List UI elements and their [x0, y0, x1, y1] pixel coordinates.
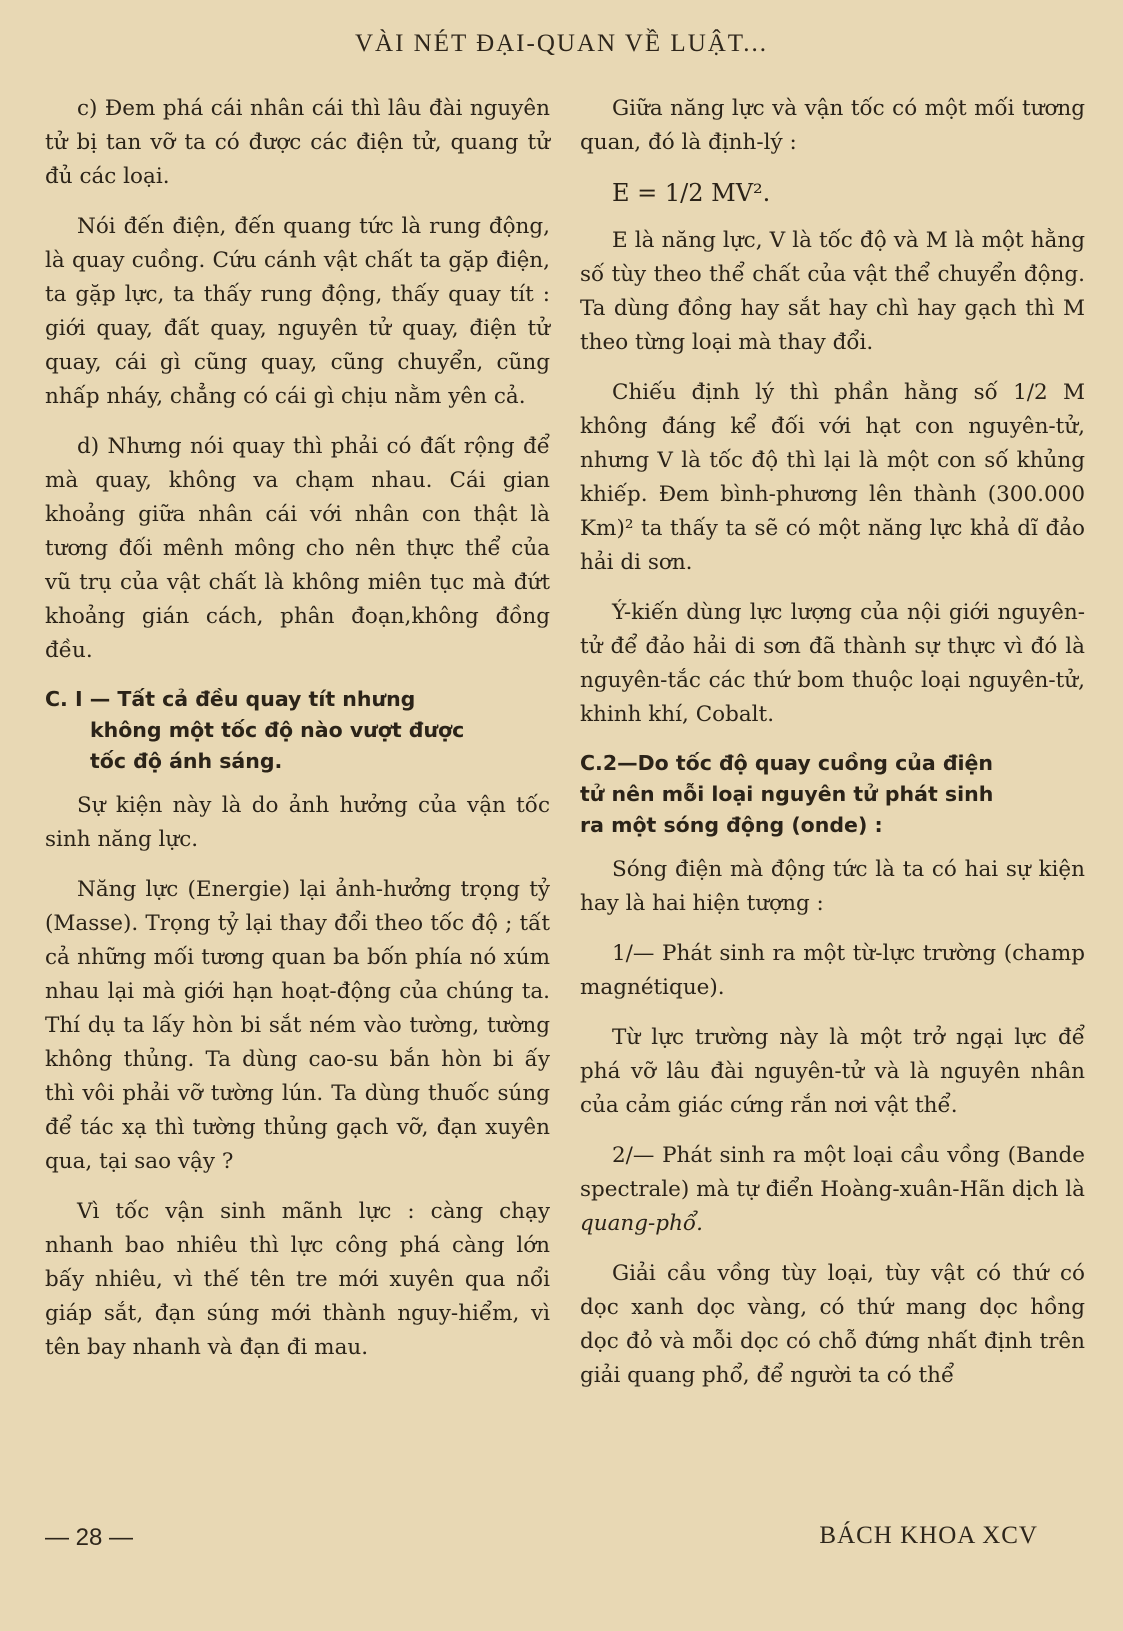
- paragraph-d: d) Nhưng nói quay thì phải có đất rộng để mà quay, không va chạm nhau. Cái gian khoảng giữa nhân cái với nhân con thật là tương đối mênh mông cho nên thực thể của vũ trụ của vật chất là không miên tục mà đứt khoảng gián cách, phân đoạn,không đồng đều.: [45, 434, 550, 663]
- paragraph-song-dien: Sóng điện mà động tức là ta có hai sự kiện hay là hai hiện tượng :: [580, 857, 1085, 916]
- paragraph-item-2-text: 2/— Phát sinh ra một loại cầu vồng (Bande spectrale) mà tự điển Hoàng-xuân-Hãn dịch là: [580, 1143, 1085, 1202]
- publication-footer: BÁCH KHOA XCV: [819, 1522, 1038, 1549]
- section-heading-c1-line1: C. I — Tất cả đều quay tít nhưng: [45, 687, 416, 711]
- right-column: [580, 92, 1085, 1409]
- paragraph-giai-cau-vong: Giải cầu vồng tùy loại, tùy vật có thứ có dọc xanh dọc vàng, có thứ mang dọc hồng dọc đỏ và mỗi dọc có chỗ đứng nhất định trên giải quang phổ, để người ta có thể: [580, 1261, 1085, 1388]
- section-heading-c1-line3: tốc độ ánh sáng.: [90, 749, 283, 773]
- paragraph-tuong-quan: Giữa năng lực và vận tốc có một mối tương quan, đó là định-lý :: [580, 96, 1085, 155]
- quang-pho-term: quang-phổ.: [580, 1211, 703, 1236]
- section-heading-c2-line1: C.2—Do tốc độ quay cuồng của điện: [580, 751, 994, 775]
- paragraph-y-kien: Ý-kiến dùng lực lượng của nội giới nguyên-tử để đảo hải di sơn đã thành sự thực vì đó là nguyên-tắc các thứ bom thuộc loại nguyên-tử, khinh khí, Cobalt.: [580, 600, 1085, 727]
- energy-formula: E = 1/2 MV².: [612, 179, 771, 207]
- section-heading-c2-line3: ra một sóng động (onde) :: [580, 813, 883, 837]
- paragraph-formula-explained: E là năng lực, V là tốc độ và M là một hằng số tùy theo thể chất của vật thể chuyển động. Ta dùng đồng hay sắt hay chì hay gạch thì M theo từng loại mà thay đổi.: [580, 228, 1085, 355]
- section-heading-c1: [45, 684, 550, 777]
- paragraph-item-1: 1/— Phát sinh ra một từ-lực trường (champ magnétique).: [580, 941, 1085, 1000]
- section-heading-c2-line2: tử nên mỗi loại nguyên tử phát sinh: [580, 782, 994, 806]
- paragraph-nang-luc: Năng lực (Energie) lại ảnh-hưởng trọng tỷ (Masse). Trọng tỷ lại thay đổi theo tốc độ ; tất cả những mối tương quan ba bốn phía nó xúm nhau lại mà giới hạn hoạt-động của chúng ta. Thí dụ ta lấy hòn bi sắt ném vào tường, tường không thủng. Ta dùng cao-su bắn hòn bi ấy thì vôi phải vỡ tường lún. Ta dùng thuốc súng để tác xạ thì tường thủng gạch vỡ, đạn xuyên qua, tại sao vậy ?: [45, 877, 550, 1174]
- paragraph-tu-luc: Từ lực trường này là một trở ngại lực để phá vỡ lâu đài nguyên-tử và là nguyên nhân của cảm giác cứng rắn nơi vật thể.: [580, 1025, 1085, 1118]
- running-header: VÀI NÉT ĐẠI-QUAN VỀ LUẬT...: [355, 30, 768, 57]
- paragraph-dinh-ly: Chiếu định lý thì phần hằng số 1/2 M không đáng kể đối với hạt con nguyên-tử, nhưng V là tốc độ thì lại là một con số khủng khiếp. Đem bình-phương lên thành (300.000 Km)² ta thấy ta sẽ có một năng lực khả dĩ đảo hải di sơn.: [580, 380, 1085, 575]
- page-number: — 28 —: [45, 1524, 134, 1551]
- paragraph-su-kien: Sự kiện này là do ảnh hưởng của vận tốc sinh năng lực.: [45, 793, 550, 852]
- left-column: [45, 92, 550, 1381]
- section-heading-c2: [580, 748, 1085, 841]
- section-heading-c1-line2: không một tốc độ nào vượt được: [90, 718, 465, 742]
- paragraph-c: c) Đem phá cái nhân cái thì lâu đài nguyên tử bị tan vỡ ta có được các điện tử, quang tử đủ các loại.: [45, 96, 550, 189]
- paragraph-rung-dong: Nói đến điện, đến quang tức là rung động, là quay cuồng. Cứu cánh vật chất ta gặp điện, ta gặp lực, ta thấy rung động, thấy quay tít : giới quay, đất quay, nguyên tử quay, điện tử quay, cái gì cũng quay, cũng chuyển, cũng nhấp nháy, chẳng có cái gì chịu nằm yên cả.: [45, 214, 550, 409]
- paragraph-item-2: [580, 1139, 1085, 1241]
- paragraph-toc-van: Vì tốc vận sinh mãnh lực : càng chạy nhanh bao nhiêu thì lực công phá càng lớn bấy nhiêu, vì thế tên tre mới xuyên qua nổi giáp sắt, đạn súng mới thành nguy-hiểm, vì tên bay nhanh và đạn đi mau.: [45, 1199, 550, 1360]
